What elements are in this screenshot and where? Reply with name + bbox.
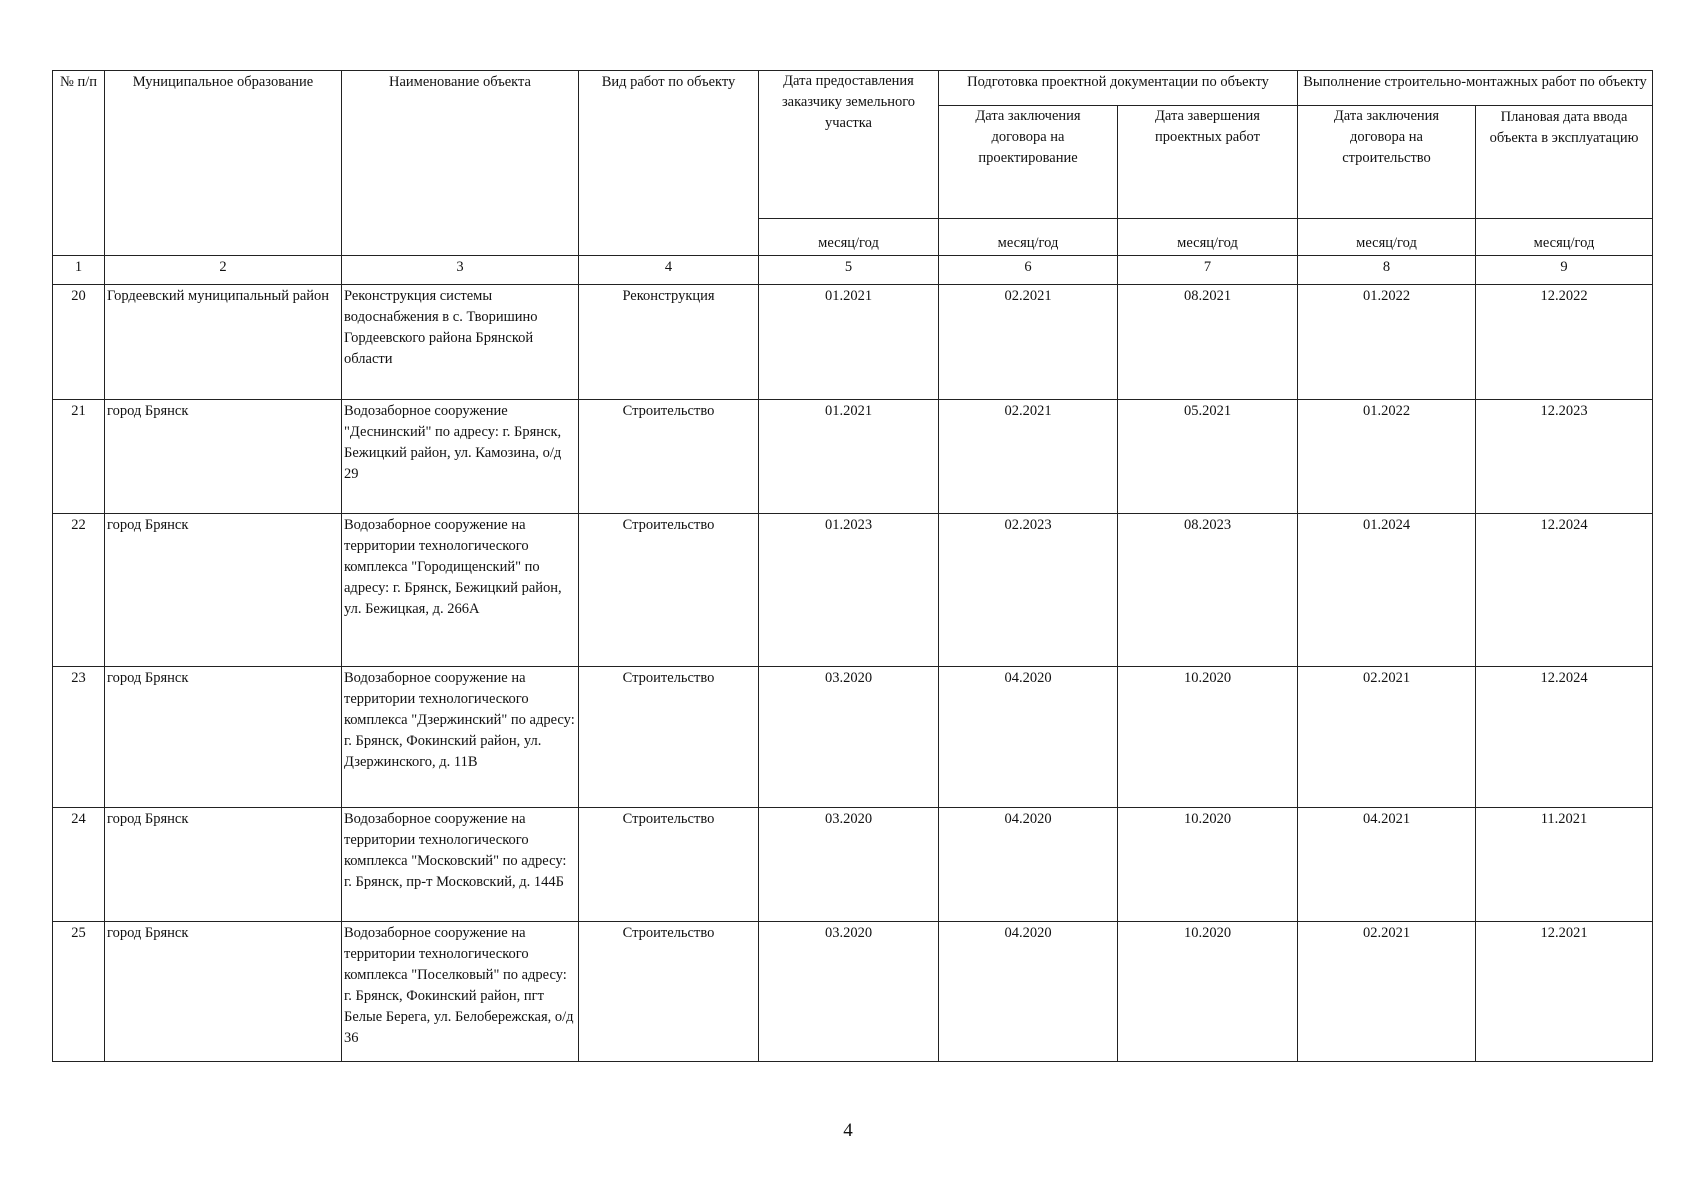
cell-design-contract: 02.2021 <box>939 285 1118 400</box>
unit-label: месяц/год <box>1298 219 1476 256</box>
table-body <box>53 285 1653 1062</box>
unit-label: месяц/год <box>939 219 1118 256</box>
cell-municipality: город Брянск <box>105 667 342 808</box>
header-group-design: Подготовка проектной документации по объекту <box>939 71 1298 106</box>
header-build-contract: Дата заключения договора на строительство <box>1298 106 1476 219</box>
cell-object: Водозаборное сооружение на территории технологического комплекса "Поселковый" по адресу: г. Брянск, Фокинский район, пгт Белые Берега, ул. Белобережская, о/д 36 <box>342 922 579 1062</box>
cell-design-complete: 10.2020 <box>1118 667 1298 808</box>
cell-design-contract: 04.2020 <box>939 808 1118 922</box>
cell-land-date: 03.2020 <box>759 667 939 808</box>
unit-label: месяц/год <box>1476 219 1653 256</box>
page-number: 4 <box>843 1120 853 1141</box>
column-number: 2 <box>105 256 342 285</box>
cell-design-complete: 05.2021 <box>1118 400 1298 514</box>
cell-object: Водозаборное сооружение на территории технологического комплекса "Дзержинский" по адресу: г. Брянск, Фокинский район, ул. Дзержинского, д. 11В <box>342 667 579 808</box>
header-row-1 <box>53 71 1653 106</box>
table-row <box>53 922 1653 1062</box>
cell-municipality: Гордеевский муниципальный район <box>105 285 342 400</box>
table-row <box>53 285 1653 400</box>
cell-work-type: Строительство <box>579 922 759 1062</box>
cell-land-date: 01.2021 <box>759 400 939 514</box>
table-row <box>53 808 1653 922</box>
column-number: 3 <box>342 256 579 285</box>
cell-num: 23 <box>53 667 105 808</box>
cell-build-contract: 01.2022 <box>1298 285 1476 400</box>
cell-work-type: Строительство <box>579 808 759 922</box>
cell-design-complete: 08.2021 <box>1118 285 1298 400</box>
cell-work-type: Строительство <box>579 667 759 808</box>
header-group-construction: Выполнение строительно-монтажных работ по объекту <box>1298 71 1653 106</box>
column-number-row <box>53 256 1653 285</box>
table-row <box>53 514 1653 667</box>
header-municipality: Муниципальное образование <box>105 71 342 256</box>
cell-design-complete: 10.2020 <box>1118 922 1298 1062</box>
header-land-date: Дата предоставления заказчику земельного участка <box>759 71 939 219</box>
table-row <box>53 667 1653 808</box>
cell-commission-date: 11.2021 <box>1476 808 1653 922</box>
cell-commission-date: 12.2024 <box>1476 514 1653 667</box>
cell-object: Реконструкция системы водоснабжения в с. Творишино Гордеевского района Брянской области <box>342 285 579 400</box>
cell-object: Водозаборное сооружение на территории технологического комплекса "Московский" по адресу: г. Брянск, пр-т Московский, д. 144Б <box>342 808 579 922</box>
column-number: 7 <box>1118 256 1298 285</box>
unit-label: месяц/год <box>1118 219 1298 256</box>
cell-build-contract: 02.2021 <box>1298 922 1476 1062</box>
cell-design-complete: 08.2023 <box>1118 514 1298 667</box>
column-number: 9 <box>1476 256 1653 285</box>
cell-design-complete: 10.2020 <box>1118 808 1298 922</box>
cell-commission-date: 12.2024 <box>1476 667 1653 808</box>
cell-design-contract: 02.2023 <box>939 514 1118 667</box>
cell-commission-date: 12.2023 <box>1476 400 1653 514</box>
header-num: № п/п <box>53 71 105 256</box>
column-number: 8 <box>1298 256 1476 285</box>
cell-num: 20 <box>53 285 105 400</box>
cell-design-contract: 04.2020 <box>939 667 1118 808</box>
cell-build-contract: 01.2022 <box>1298 400 1476 514</box>
header-work-type: Вид работ по объекту <box>579 71 759 256</box>
column-number: 6 <box>939 256 1118 285</box>
cell-num: 21 <box>53 400 105 514</box>
cell-num: 25 <box>53 922 105 1062</box>
column-number: 4 <box>579 256 759 285</box>
column-number: 5 <box>759 256 939 285</box>
cell-design-contract: 02.2021 <box>939 400 1118 514</box>
cell-build-contract: 01.2024 <box>1298 514 1476 667</box>
cell-object: Водозаборное сооружение на территории технологического комплекса "Городищенский" по адресу: г. Брянск, Бежицкий район, ул. Бежицкая, д. 266А <box>342 514 579 667</box>
header-commission: Плановая дата ввода объекта в эксплуатацию <box>1476 106 1653 219</box>
header-object: Наименование объекта <box>342 71 579 256</box>
header-design-contract: Дата заключения договора на проектирование <box>939 106 1118 219</box>
cell-build-contract: 04.2021 <box>1298 808 1476 922</box>
cell-municipality: город Брянск <box>105 808 342 922</box>
cell-land-date: 03.2020 <box>759 808 939 922</box>
cell-municipality: город Брянск <box>105 514 342 667</box>
column-number: 1 <box>53 256 105 285</box>
cell-commission-date: 12.2021 <box>1476 922 1653 1062</box>
cell-design-contract: 04.2020 <box>939 922 1118 1062</box>
cell-municipality: город Брянск <box>105 922 342 1062</box>
cell-commission-date: 12.2022 <box>1476 285 1653 400</box>
cell-object: Водозаборное сооружение "Деснинский" по адресу: г. Брянск, Бежицкий район, ул. Камозина, о/д 29 <box>342 400 579 514</box>
header-design-complete: Дата завершения проектных работ <box>1118 106 1298 219</box>
cell-work-type: Реконструкция <box>579 285 759 400</box>
cell-land-date: 01.2023 <box>759 514 939 667</box>
unit-label: месяц/год <box>759 219 939 256</box>
cell-work-type: Строительство <box>579 514 759 667</box>
cell-num: 22 <box>53 514 105 667</box>
cell-municipality: город Брянск <box>105 400 342 514</box>
cell-build-contract: 02.2021 <box>1298 667 1476 808</box>
cell-work-type: Строительство <box>579 400 759 514</box>
schedule-table <box>52 70 1653 1062</box>
cell-land-date: 01.2021 <box>759 285 939 400</box>
cell-num: 24 <box>53 808 105 922</box>
cell-land-date: 03.2020 <box>759 922 939 1062</box>
table-row <box>53 400 1653 514</box>
